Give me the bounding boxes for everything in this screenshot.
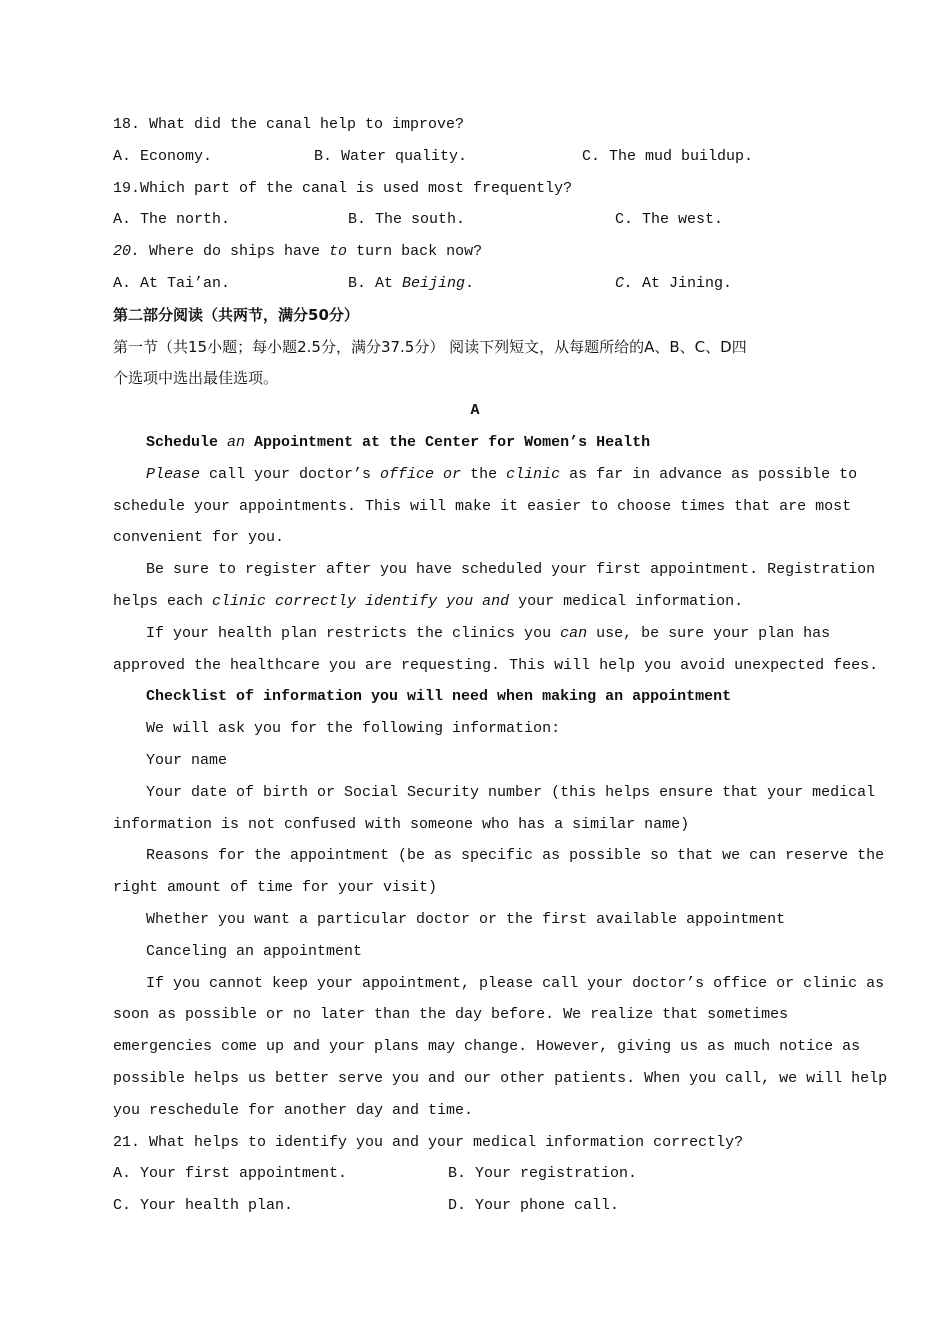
question-18-options	[113, 141, 837, 173]
question-19-options	[113, 204, 837, 236]
p1-part: office or	[380, 465, 462, 483]
q20-option-c-part: At Jining.	[633, 274, 733, 292]
checklist-item-cont: information is not confused with someone who has a similar name)	[113, 815, 690, 833]
cancel-heading: Canceling an appointment	[146, 942, 363, 960]
p1-part: the	[461, 465, 507, 483]
p1-part: call your doctor’s	[200, 465, 381, 483]
q18-option-c: C. The mud buildup.	[582, 147, 754, 165]
paragraph-2-line	[113, 586, 837, 618]
q20-stem-part: turn back now?	[347, 243, 483, 261]
paragraph-3-line: approved the healthcare you are requesting. This will help you avoid unexpected fees.	[113, 656, 879, 674]
p2-part: your medical information.	[509, 592, 744, 610]
q20-stem-part: to	[329, 243, 348, 261]
q20-option-b-part: Beijing	[402, 274, 466, 292]
passage-title	[113, 427, 837, 459]
q20-option-c	[615, 268, 732, 300]
p1-part: Please	[146, 465, 201, 483]
p2-part: helps each	[113, 592, 213, 610]
question-18-stem: 18. What did the canal help to improve?	[113, 116, 465, 133]
question-20-stem	[113, 236, 837, 268]
cancel-paragraph-line: If you cannot keep your appointment, please call your doctor’s office or clinic as	[146, 974, 885, 992]
part2-heading: 第二部分阅读（共两节，满分50分）	[113, 305, 359, 324]
checklist-item: Your date of birth or Social Security number (this helps ensure that your medical	[146, 783, 876, 801]
p3-part: use, be sure your plan has	[587, 624, 831, 642]
passage-title-part: Schedule	[146, 433, 228, 451]
paragraph-3-line	[113, 618, 837, 650]
p3-part: If your health plan restricts the clinics you	[146, 624, 561, 642]
q21-option-b: B. Your registration.	[448, 1165, 638, 1183]
q20-option-b-part: .	[465, 274, 475, 292]
cancel-paragraph-line: you reschedule for another day and time.	[113, 1101, 474, 1119]
q19-option-a: A. The north.	[113, 211, 231, 229]
passage-title-part: Appointment at the Center for Women’s Health	[245, 433, 651, 451]
p3-part: can	[560, 624, 588, 642]
q20-option-c-part: C.	[615, 274, 634, 292]
passage-letter: A	[470, 402, 480, 420]
q18-option-a: A. Economy.	[113, 147, 213, 165]
checklist-item: Whether you want a particular doctor or the first available appointment	[146, 910, 786, 928]
paragraph-2-line: Be sure to register after you have scheduled your first appointment. Registration	[146, 561, 876, 579]
q21-option-d: D. Your phone call.	[448, 1197, 620, 1215]
checklist-item: Your name	[146, 751, 228, 769]
p1-part: clinic	[506, 465, 561, 483]
q20-option-b	[348, 268, 474, 300]
q21-option-a: A. Your first appointment.	[113, 1165, 348, 1183]
q21-option-c: C. Your health plan.	[113, 1197, 294, 1215]
checklist-item: Reasons for the appointment (be as specific as possible so that we can reserve the	[146, 847, 885, 865]
q18-option-b: B. Water quality.	[314, 147, 468, 165]
question-21-stem: 21. What helps to identify you and your medical information correctly?	[113, 1133, 744, 1151]
paragraph-1-line	[113, 459, 858, 491]
paragraph-1-line: schedule your appointments. This will make it easier to choose times that are most	[113, 497, 852, 515]
q20-stem-part: Where do ships have	[140, 243, 330, 261]
question-21-options-row2	[113, 1190, 837, 1222]
cancel-paragraph-line: soon as possible or no later than the day before. We realize that sometimes	[113, 1006, 789, 1024]
q20-option-a: A. At Tai’an.	[113, 274, 231, 292]
passage-title-part: an	[227, 433, 246, 451]
paragraph-1-line: convenient for you.	[113, 529, 285, 547]
exam-page	[113, 109, 888, 1222]
q20-number: 20.	[113, 243, 141, 261]
p2-part: clinic correctly identify you and	[212, 592, 510, 610]
cancel-paragraph-line: possible helps us better serve you and our other patients. When you call, we will help	[113, 1069, 888, 1087]
checklist-intro: We will ask you for the following information:	[146, 720, 561, 738]
q19-option-c: C. The west.	[615, 211, 724, 229]
cancel-paragraph-line: emergencies come up and your plans may change. However, giving us as much notice as	[113, 1038, 861, 1056]
checklist-item-cont: right amount of time for your visit)	[113, 879, 438, 897]
q20-option-b-part: B. At	[348, 274, 403, 292]
question-21-options-row1	[113, 1158, 837, 1190]
part2-instruction-cont: 个选项中选出最佳选项。	[113, 369, 279, 388]
p1-part: as far in advance as possible to	[560, 465, 858, 483]
question-19-stem: 19.Which part of the canal is used most frequently?	[113, 179, 573, 197]
question-20-options	[113, 268, 837, 300]
q19-option-b: B. The south.	[348, 211, 466, 229]
checklist-heading: Checklist of information you will need when making an appointment	[146, 688, 732, 706]
part2-instruction: 第一节（共15小题；每小题2.5分，满分37.5分） 阅读下列短文，从每题所给的A、B、C、D四	[113, 337, 747, 356]
